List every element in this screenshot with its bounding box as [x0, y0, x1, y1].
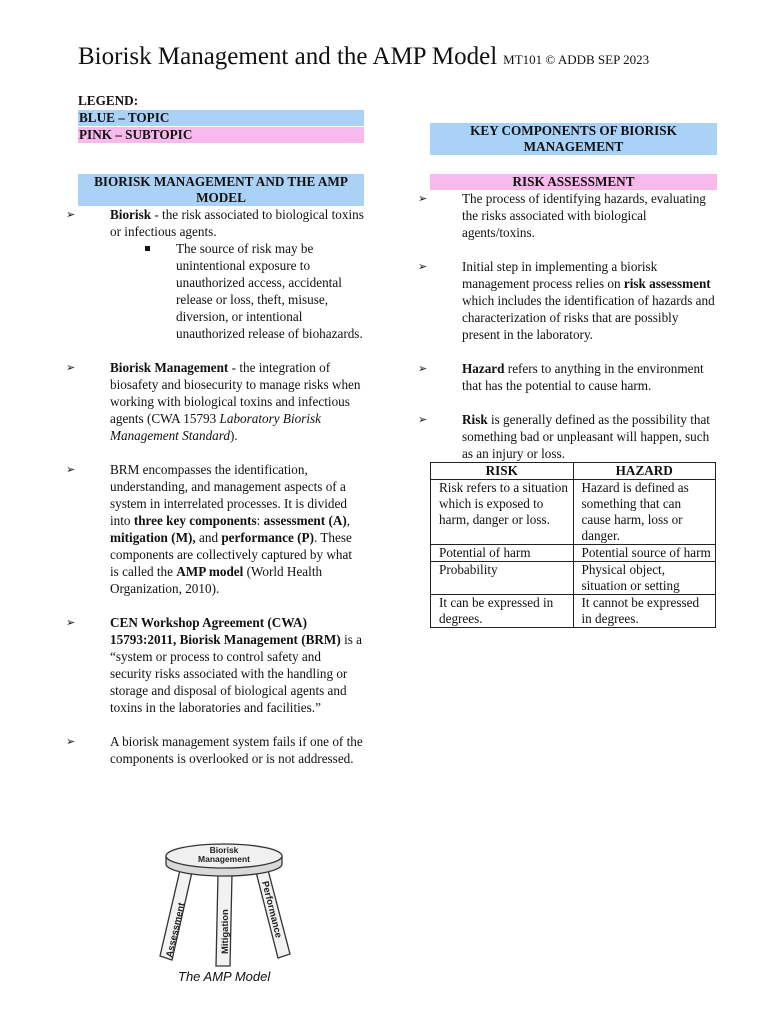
text: which includes the identification of hazards and characterization of risks that are possibly present in the laboratory.: [462, 293, 715, 342]
subtopic-heading: RISK ASSESSMENT: [430, 174, 717, 190]
right-column: [418, 123, 717, 628]
text: A biorisk management system fails if one of the components is overlooked or is not addressed.: [110, 734, 363, 766]
topic-heading-right: KEY COMPONENTS OF BIORISK MANAGEMENT: [430, 123, 717, 155]
amp-model-stool-figure: [150, 838, 300, 988]
table-cell: Probability: [431, 562, 574, 595]
sub-list: [110, 240, 364, 342]
term: assessment (A): [263, 513, 347, 528]
text: . These components are collectively captured by what is called the: [110, 530, 353, 579]
standard-title: Laboratory Biorisk Management Standard: [110, 411, 322, 443]
course-code: MT101 © ADDB SEP 2023: [503, 52, 650, 67]
legend: [78, 92, 364, 143]
seat-label-line2: Management: [198, 854, 250, 864]
term: risk assessment: [623, 276, 711, 291]
right-bullet-list: [418, 190, 717, 462]
table-cell: It cannot be expressed in degrees.: [573, 595, 716, 628]
term: mitigation (M),: [110, 530, 196, 545]
text: Initial step in implementing a biorisk management process relies on: [462, 259, 658, 291]
term: Hazard: [462, 361, 505, 376]
table-row: [431, 562, 716, 595]
square-bullet-icon: [145, 246, 150, 251]
term: Risk: [462, 412, 488, 427]
topic-heading-left: BIORISK MANAGEMENT AND THE AMP MODEL: [78, 174, 364, 206]
left-bullet-list: [66, 206, 364, 767]
text: ,: [346, 513, 351, 528]
list-item: [66, 359, 364, 444]
document-title: Biorisk Management and the AMP Model: [78, 43, 498, 70]
term: performance (P): [221, 530, 314, 545]
definition: refers to anything in the environment that has the potential to cause harm.: [462, 361, 704, 393]
page-title: [78, 43, 650, 70]
definition-end: ).: [230, 428, 238, 443]
list-item: [418, 258, 717, 343]
definition: - the integration of biosafety and biosecurity to manage risks when working with biological toxins and infectious agents (CWA 15793: [110, 360, 361, 426]
seat-label-line1: Biorisk: [209, 845, 239, 855]
arrow-bullet-icon: ➢: [418, 362, 428, 375]
table-row: [431, 545, 716, 562]
definition: is a “system or process to control safety and security risks associated with the handling or storage and disposal of biological agents and toxins in the laboratories and facilities.”: [110, 632, 363, 715]
sub-text: The source of risk may be unintentional exposure to unauthorized access, accidental release or loss, theft, misuse, diversion, or intentional unauthorized release of biohazards.: [176, 241, 363, 341]
list-item: [66, 461, 364, 597]
term: CEN Workshop Agreement (CWA) 15793:2011, Biorisk Management (BRM): [110, 615, 341, 647]
list-item: [66, 206, 364, 342]
table-header-row: [431, 463, 716, 480]
left-column: [66, 174, 364, 784]
table-cell: It can be expressed in degrees.: [431, 595, 574, 628]
list-item: [418, 411, 717, 462]
text: and: [195, 530, 222, 545]
term: three key components: [133, 513, 257, 528]
list-item: [418, 190, 717, 241]
list-item: [66, 733, 364, 767]
leg-label-performance: Performance: [259, 880, 284, 940]
text: (World Health Organization, 2010).: [110, 564, 323, 596]
text: BRM encompasses the identification, understanding, and management aspects of a system in interrelated processes. It is divided into: [110, 462, 347, 528]
text: The process of identifying hazards, evaluating the risks associated with biological agents/toxins.: [462, 191, 706, 240]
term: Biorisk Management: [110, 360, 229, 375]
text: :: [256, 513, 264, 528]
term: Biorisk: [110, 207, 152, 222]
arrow-bullet-icon: ➢: [66, 463, 76, 476]
arrow-bullet-icon: ➢: [66, 616, 76, 629]
definition: - the risk associated to biological toxins or infectious agents.: [110, 207, 364, 239]
arrow-bullet-icon: ➢: [66, 208, 76, 221]
figure-caption: The AMP Model: [178, 969, 271, 984]
list-item: [66, 614, 364, 716]
legend-blue-topic: BLUE – TOPIC: [78, 110, 364, 126]
arrow-bullet-icon: ➢: [418, 192, 428, 205]
arrow-bullet-icon: ➢: [418, 413, 428, 426]
leg-label-mitigation: Mitigation: [220, 909, 231, 954]
sub-list-item: [110, 240, 364, 342]
table-cell: Physical object, situation or setting: [573, 562, 716, 595]
risk-hazard-table: [430, 462, 716, 628]
table-row: [431, 480, 716, 545]
arrow-bullet-icon: ➢: [418, 260, 428, 273]
column-header-risk: RISK: [431, 463, 574, 480]
term: AMP model: [176, 564, 244, 579]
legend-pink-subtopic: PINK – SUBTOPIC: [78, 127, 364, 143]
table-row: [431, 595, 716, 628]
column-header-hazard: HAZARD: [573, 463, 716, 480]
leg-label-assessment: Assessment: [164, 901, 188, 959]
table-cell: Risk refers to a situation which is exposed to harm, danger or loss.: [431, 480, 574, 545]
table-cell: Potential of harm: [431, 545, 574, 562]
table-cell: Hazard is defined as something that can cause harm, loss or danger.: [573, 480, 716, 545]
arrow-bullet-icon: ➢: [66, 361, 76, 374]
arrow-bullet-icon: ➢: [66, 735, 76, 748]
list-item: [418, 360, 717, 394]
definition: is generally defined as the possibility that something bad or unpleasant will happen, such as an injury or loss.: [462, 412, 710, 461]
legend-heading: LEGEND:: [78, 93, 139, 108]
table-cell: Potential source of harm: [573, 545, 716, 562]
